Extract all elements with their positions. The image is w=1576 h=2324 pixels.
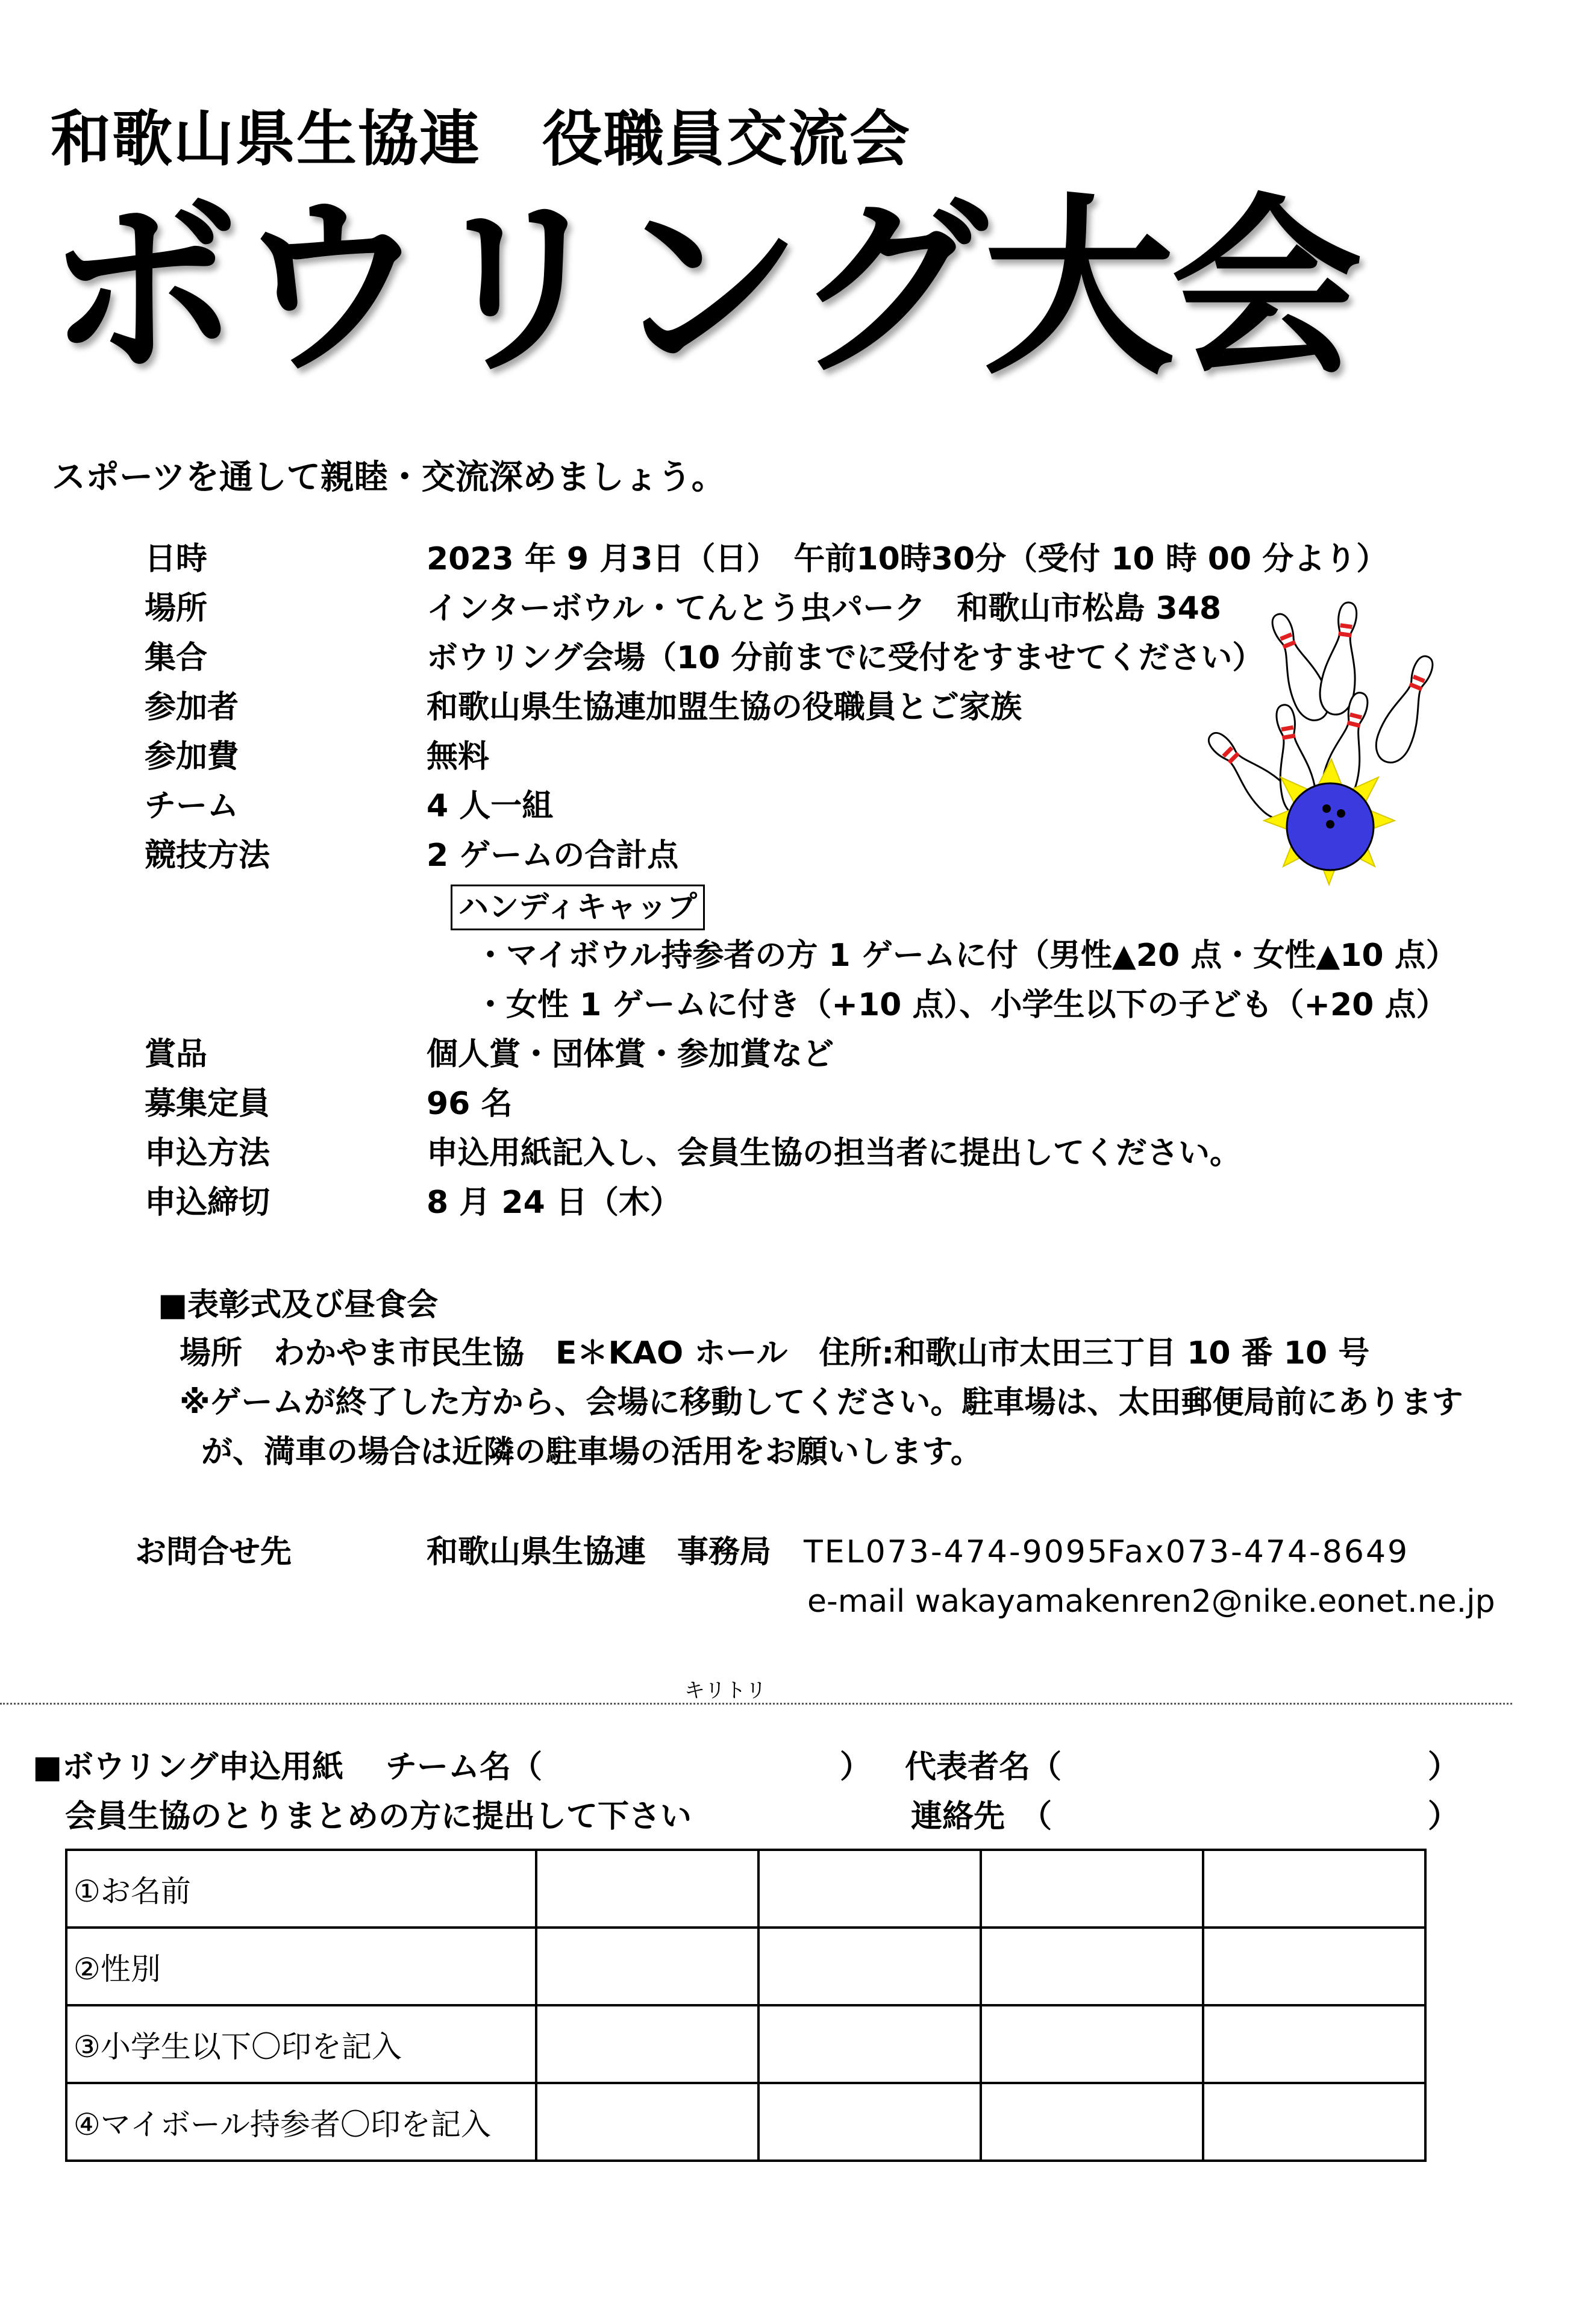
detail-label: 日時: [145, 541, 208, 577]
detail-value: 96 名: [427, 1086, 513, 1122]
table-row: [66, 1850, 1425, 1928]
detail-label: 参加費: [145, 739, 239, 775]
representative-label: 代表者名（: [905, 1749, 1062, 1785]
entry-cell[interactable]: [758, 2005, 981, 2083]
application-table: [65, 1849, 1427, 2162]
detail-value: 2 ゲームの合計点: [427, 838, 679, 874]
detail-label: 集合: [145, 640, 208, 676]
detail-label: 場所: [145, 590, 208, 627]
contact-label: お問合せ先: [135, 1534, 292, 1570]
detail-value: 8 月 24 日（木）: [427, 1185, 681, 1221]
entry-cell[interactable]: [536, 2005, 758, 2083]
entry-cell[interactable]: [1203, 1850, 1425, 1928]
detail-label: 競技方法: [145, 838, 270, 874]
entry-cell[interactable]: [758, 1928, 981, 2005]
entry-cell[interactable]: [758, 1850, 981, 1928]
handicap-line: ・マイボウル持参者の方 1 ゲームに付（男性▲20 点・女性▲10 点）: [475, 938, 1457, 974]
table-row: [66, 2083, 1425, 2161]
entry-cell[interactable]: [1203, 2005, 1425, 2083]
contact-org: 和歌山県生協連 事務局: [427, 1534, 772, 1570]
entry-cell[interactable]: [981, 2083, 1203, 2161]
detail-label: 参加者: [145, 689, 239, 725]
entry-cell[interactable]: [1203, 1928, 1425, 2005]
cut-label: キリトリ: [684, 1679, 766, 1703]
handicap-line: ・女性 1 ゲームに付き（+10 点）、小学生以下の子ども（+20 点）: [475, 987, 1448, 1023]
row-label: ①お名前: [66, 1850, 536, 1928]
entry-cell[interactable]: [758, 2083, 981, 2161]
table-row: [66, 2005, 1425, 2083]
contact-field-label: 連絡先 （: [911, 1799, 1052, 1835]
detail-value: 2023 年 9 月3日（日） 午前10時30分（受付 10 時 00 分より）: [427, 541, 1388, 577]
main-title: ボウリング大会: [47, 177, 1359, 400]
entry-cell[interactable]: [536, 1928, 758, 2005]
bowling-pins-icon: [1187, 597, 1488, 910]
detail-value: 申込用紙記入し、会員生協の担当者に提出してください。: [427, 1135, 1242, 1171]
team-name-label: チーム名（: [386, 1749, 543, 1785]
ceremony-place: 場所 わかやま市民生協 E＊KAO ホール 住所:和歌山市太田三丁目 10 番 10 号: [180, 1335, 1370, 1371]
row-label: ④マイボール持参者〇印を記入: [66, 2083, 536, 2161]
detail-value: インターボウル・てんとう虫パーク 和歌山市松島 348: [427, 590, 1222, 627]
contact-email: e-mail wakayamakenren2@nike.eonet.ne.jp: [807, 1583, 1495, 1620]
cut-line: [0, 1703, 1512, 1705]
team-name-close: ）: [840, 1749, 872, 1785]
tagline: スポーツを通して親睦・交流深めましょう。: [52, 458, 725, 497]
entry-cell[interactable]: [981, 2005, 1203, 2083]
form-instruction: 会員生協のとりまとめの方に提出して下さい: [65, 1799, 692, 1835]
contact-field-close: ）: [1428, 1799, 1460, 1835]
contact-fax: Fax073-474-8649: [1107, 1534, 1410, 1570]
contact-tel: TEL073-474-9095: [804, 1534, 1109, 1570]
row-label: ②性別: [66, 1928, 536, 2005]
handicap-title: ハンディキャップ: [451, 885, 705, 930]
ceremony-note-cont: が、満車の場合は近隣の駐車場の活用をお願いします。: [201, 1434, 982, 1470]
row-label: ③小学生以下〇印を記入: [66, 2005, 536, 2083]
detail-label: 募集定員: [145, 1086, 270, 1122]
detail-value: ボウリング会場（10 分前までに受付をすませてください）: [427, 640, 1264, 676]
detail-label: チーム: [145, 788, 239, 824]
detail-value: 無料: [427, 739, 490, 775]
ceremony-title: ■表彰式及び昼食会: [158, 1287, 439, 1323]
detail-label: 申込方法: [145, 1135, 270, 1171]
representative-close: ）: [1428, 1749, 1460, 1785]
entry-cell[interactable]: [981, 1928, 1203, 2005]
detail-value: 個人賞・団体賞・参加賞など: [427, 1036, 834, 1073]
detail-value: 和歌山県生協連加盟生協の役職員とご家族: [427, 689, 1022, 725]
form-title: ■ボウリング申込用紙: [33, 1749, 344, 1785]
entry-cell[interactable]: [1203, 2083, 1425, 2161]
detail-label: 申込締切: [145, 1185, 270, 1221]
entry-cell[interactable]: [536, 1850, 758, 1928]
table-row: [66, 1928, 1425, 2005]
detail-value: 4 人一組: [427, 788, 554, 824]
detail-label: 賞品: [145, 1036, 208, 1073]
organizer-title: 和歌山県生協連 役職員交流会: [51, 104, 911, 174]
entry-cell[interactable]: [981, 1850, 1203, 1928]
entry-cell[interactable]: [536, 2083, 758, 2161]
ceremony-note: ※ゲームが終了した方から、会場に移動してください。駐車場は、太田郵便局前にあります: [180, 1385, 1463, 1421]
